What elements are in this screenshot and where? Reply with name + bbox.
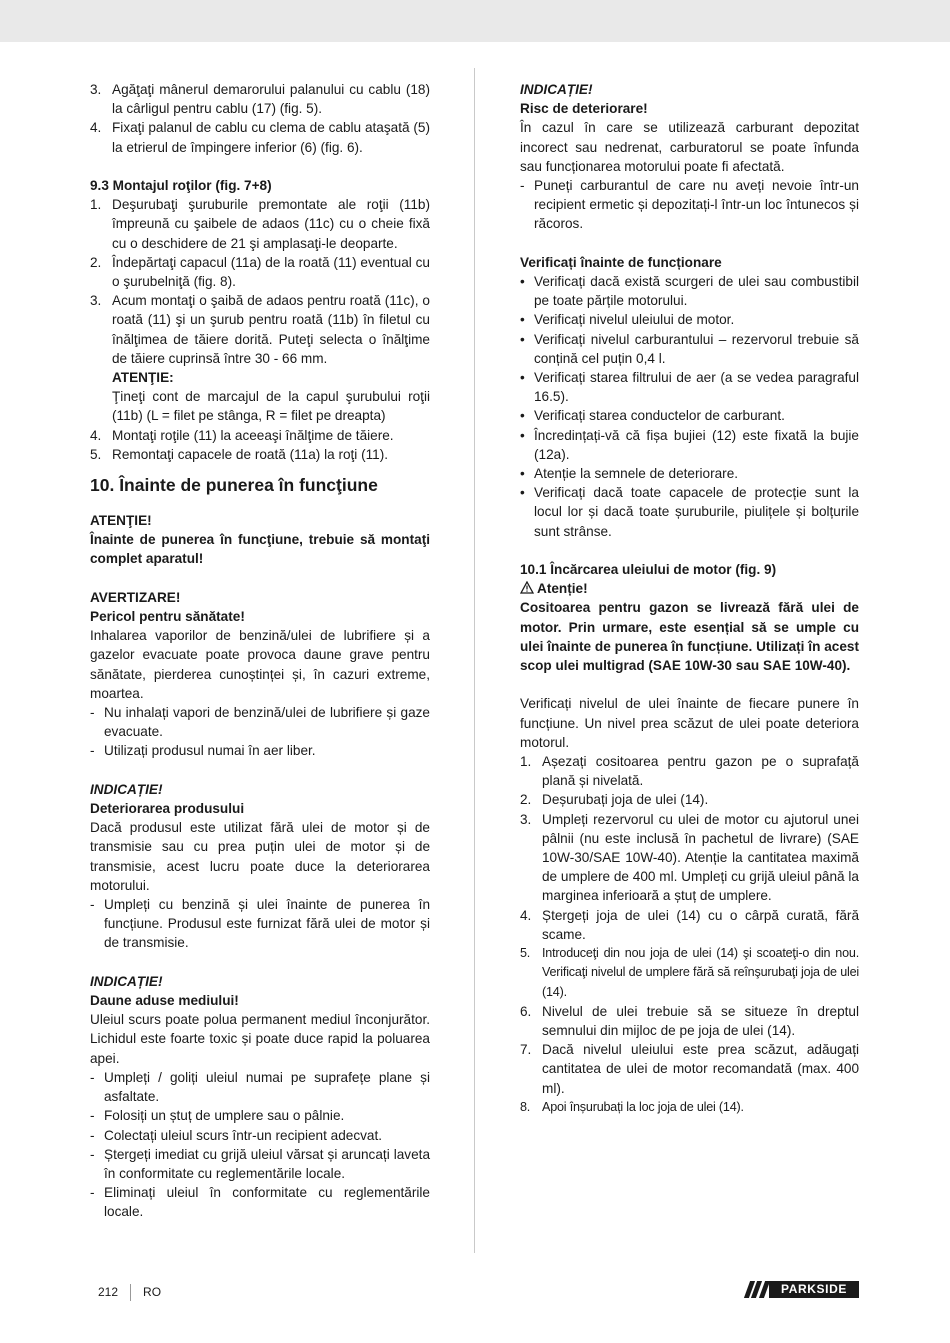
item-text: Umpleți rezervorul cu ulei de motor cu ajutorul unei pâlnii (nu este inclusă în pachetul de livrare) (SAE 10W-30/SAE 10W-40). Atenție la cantitatea maximă de umplere de 400 ml. Umpleți cu grijă uleiul până la marginea inferioară a ștuț de umplere. <box>542 811 859 904</box>
item-text: Așezați cositoarea pentru gazon pe o suprafață plană și nivelată. <box>542 754 859 789</box>
note-subheading: Deteriorarea produsului <box>90 801 245 817</box>
list-item <box>90 1183 430 1221</box>
item-text: Ștergeți joja de ulei (14) cu o cârpă curată, fără scame. <box>542 907 859 942</box>
item-text: Colectați uleiul scurs într-un recipient adecvat. <box>104 1127 383 1143</box>
item-number: 6. <box>520 1003 532 1019</box>
list-item <box>90 741 430 760</box>
item-text: Verificați nivelul uleiului de motor. <box>534 312 735 328</box>
item-number: 4. <box>90 120 102 136</box>
body-text: Verificați nivelul de ulei înainte de fiecare punere în funcțiune. Un nivel prea scăzut de ulei poate deteriora motorul. <box>520 696 859 750</box>
list-item <box>520 752 859 790</box>
item-number: 3. <box>520 811 532 827</box>
list-item <box>520 1040 859 1098</box>
list-item <box>90 195 430 253</box>
item-number: 1. <box>520 754 532 770</box>
list-item <box>90 1068 430 1106</box>
bullet-marker: • <box>520 466 525 482</box>
section-heading: 9.3 Montajul roţilor (fig. 7+8) <box>90 178 272 193</box>
dash-marker: - <box>90 897 95 913</box>
item-text: Introduceţi din nou joja de ulei (14) şi scoateţi-o din nou. Verificaţi nivelul de umplere fără să reînşurubaţi joja de ulei (14). <box>542 946 859 999</box>
bullet-marker: • <box>520 274 525 290</box>
item-text: Umpleți / goliți uleiul numai pe suprafețe plane și asfaltate. <box>104 1069 430 1105</box>
note-subheading: Daune aduse mediului! <box>90 993 239 1009</box>
item-number: 8. <box>520 1099 531 1114</box>
dash-marker: - <box>90 705 95 721</box>
item-text: Verificați starea conductelor de carburant. <box>534 408 785 424</box>
bullet-marker: • <box>520 331 525 347</box>
page-number: 212 <box>98 1285 119 1299</box>
list-item <box>90 426 430 445</box>
list-item <box>520 810 859 906</box>
list-item <box>520 310 859 329</box>
bullet-marker: • <box>520 427 525 443</box>
dash-marker: - <box>90 743 95 759</box>
item-number: 7. <box>520 1042 532 1058</box>
item-text: Deşurubaţi şuruburile premontate ale roţii (11b) împreună cu şaibele de adaos (11c) cu o cheie fixă cu o deschidere de 21 şi amplasaţi-le deoparte. <box>112 197 430 251</box>
bullet-marker: • <box>520 485 525 501</box>
list-item <box>520 176 859 234</box>
item-number: 4. <box>90 427 102 443</box>
item-number: 5. <box>90 446 102 462</box>
note-text: În cazul în care se utilizează carburant depozitat incorect sau nedrenat, carburatorul se poate înfunda sau funcționarea motorului poate fi afectată. <box>520 120 859 174</box>
item-text: Îndepărtaţi capacul (11a) de la roată (11) eventual cu o şurubelniţă (fig. 8). <box>112 254 430 290</box>
list-item <box>520 368 859 406</box>
item-text: Verificați starea filtrului de aer (a se vedea paragraful 16.5). <box>534 370 859 405</box>
note-heading: INDICAȚIE! <box>90 973 163 989</box>
parkside-logo <box>747 1281 859 1298</box>
dash-marker: - <box>90 1108 95 1124</box>
item-text: Puneți carburantul de care nu aveți nevoie într-un recipient ermetic și depozitați-l într-un loc întunecos și răcoros. <box>534 178 859 232</box>
left-column <box>90 80 430 1222</box>
list-item <box>90 445 430 464</box>
list-item <box>520 272 859 310</box>
item-text: Atenție la semnele de deteriorare. <box>534 466 739 482</box>
list-item <box>90 80 430 118</box>
page-footer <box>98 1283 161 1302</box>
list-item <box>520 426 859 464</box>
item-number: 2. <box>90 254 102 270</box>
section-heading: Verificați înainte de funcționare <box>520 254 722 270</box>
list-item <box>520 1002 859 1040</box>
item-text: Umpleți cu benzină și ulei înainte de punerea în funcțiune. Produsul este furnizat fără ulei de motor și de transmisie. <box>104 897 430 951</box>
list-item <box>90 291 430 368</box>
item-number: 3. <box>90 82 102 97</box>
footer-separator <box>130 1284 131 1301</box>
attention-text: Ţineţi cont de marcajul de la capul şurubului roţii (11b) (L = filet pe stânga, R = filet pe dreapta) <box>112 389 430 424</box>
warning-subheading: Pericol pentru sănătate! <box>90 609 245 625</box>
item-number: 2. <box>520 792 532 808</box>
list-item <box>90 1126 430 1145</box>
list-item <box>520 906 859 944</box>
item-text: Montaţi roţile (11) la aceeaşi înălţime de tăiere. <box>112 427 394 443</box>
list-item <box>90 895 430 953</box>
note-subheading: Risc de deteriorare! <box>520 101 648 117</box>
list-item <box>90 1145 430 1183</box>
item-text: Acum montaţi o şaibă de adaos pentru roată (11c), o roată (11) şi un şurub pentru roată (11b) în filetul cu înălţimea de tăiere dorită. Puteţi selecta o înălţime de tăiere cuprinsă între 30 - 66 mm. <box>112 293 430 366</box>
item-text: Eliminați uleiul în conformitate cu reglementările locale. <box>104 1185 430 1220</box>
list-item <box>90 1106 430 1125</box>
item-text: Deșurubați joja de ulei (14). <box>542 792 709 808</box>
note-text: Uleiul scurs poate polua permanent mediul înconjurător. Lichidul este foarte toxic și poate duce rapid la poluarea apei. <box>90 1012 430 1066</box>
attention-text: Cositoarea pentru gazon se livrează fără ulei de motor. Prin urmare, este esențial să se umple cu ulei înainte de punerea în funcțiune. Utilizați în acest scop ulei multigrad (SAE 10W-30 sau SAE 10W-40). <box>520 600 859 674</box>
list-item <box>520 406 859 425</box>
list-item <box>520 1098 859 1117</box>
logo-stripes-icon <box>747 1281 769 1298</box>
item-text: Fixaţi palanul de cablu cu clema de cablu ataşată (5) la etrierul de împingere inferior (6) (fig. 6). <box>112 120 430 155</box>
warning-heading: AVERTIZARE! <box>90 589 181 605</box>
warning-text: Inhalarea vaporilor de benzină/ulei de lubrifiere și a gazelor evacuate poate provoca daune grave pentru sănătate, pierderea cunoștinței și, în cazuri extreme, moartea. <box>90 628 430 701</box>
dash-marker: - <box>90 1185 95 1201</box>
list-item <box>520 330 859 368</box>
item-text: Apoi înșurubați la loc joja de ulei (14). <box>542 1099 744 1114</box>
list-item <box>520 790 859 809</box>
logo-wordmark: PARKSIDE <box>769 1281 859 1298</box>
dash-marker: - <box>90 1069 95 1085</box>
list-item <box>520 483 859 541</box>
list-item <box>90 118 430 156</box>
attention-text: Înainte de punerea în funcţiune, trebuie să montaţi complet aparatul! <box>90 532 430 567</box>
bullet-marker: • <box>520 312 525 328</box>
column-divider <box>474 68 475 1253</box>
note-heading: INDICAȚIE! <box>90 781 163 797</box>
item-text: Utilizați produsul numai în aer liber. <box>104 743 316 759</box>
item-text: Verificați dacă există scurgeri de ulei sau combustibil pe toate părțile motorului. <box>534 274 859 309</box>
chapter-title: 10. Înainte de punerea în funcţiune <box>90 475 378 496</box>
item-number: 5. <box>520 946 531 961</box>
right-column <box>520 80 859 1117</box>
note-text: Dacă produsul este utilizat fără ulei de motor și de transmisie sau cu prea puțin ulei de motor și de transmisie, acest lucru poate duce la deteriorarea motorului. <box>90 820 430 893</box>
item-number: 4. <box>520 907 532 923</box>
list-item <box>520 944 859 1002</box>
bullet-marker: • <box>520 370 525 386</box>
attention-line <box>520 579 859 598</box>
top-gray-band <box>0 0 950 42</box>
item-text: Încredințați-vă că fișa bujiei (12) este fixată la bujie (12a). <box>534 427 859 462</box>
item-text: Nu inhalați vapori de benzină/ulei de lubrifiere și gaze evacuate. <box>104 705 430 740</box>
list-item <box>520 464 859 483</box>
item-text: Verificați dacă toate capacele de protecție sunt la locul lor și dacă toate șuruburile, piulițele și bolțurile sunt strânse. <box>534 485 859 539</box>
item-number: 3. <box>90 293 102 309</box>
dash-marker: - <box>520 178 525 194</box>
language-code: RO <box>143 1285 162 1299</box>
dash-marker: - <box>90 1127 95 1143</box>
attention-heading: Atenție! <box>537 581 588 597</box>
item-text: Folosiți un ștuț de umplere sau o pâlnie. <box>104 1108 345 1124</box>
item-number: 1. <box>90 197 102 213</box>
note-heading: INDICAȚIE! <box>520 82 593 97</box>
item-text: Agăţaţi mânerul demarorului palanului cu cablu (18) la cârligul pentru cablu (17) (fig. 5). <box>112 82 430 117</box>
list-item <box>90 703 430 741</box>
item-text: Dacă nivelul uleiului este prea scăzut, adăugați cantitatea de ulei de motor recomandată (max. 400 ml). <box>542 1042 859 1096</box>
item-text: Nivelul de ulei trebuie să se situeze în dreptul semnului din mijloc de pe joja de ulei (14). <box>542 1003 859 1038</box>
item-text: Ștergeți imediat cu grijă uleiul vărsat și aruncați laveta în conformitate cu reglementările locale. <box>104 1146 430 1181</box>
list-item <box>90 253 430 291</box>
dash-marker: - <box>90 1146 95 1162</box>
attention-heading: ATENŢIE! <box>90 513 152 529</box>
item-text: Verificați nivelul carburantului – rezervorul trebuie să conțină cel puțin 0,4 l. <box>534 331 859 366</box>
bullet-marker: • <box>520 408 525 424</box>
warning-triangle-icon <box>520 581 534 594</box>
attention-label: ATENŢIE: <box>112 370 174 386</box>
section-heading: 10.1 Încărcarea uleiului de motor (fig. 9) <box>520 562 777 578</box>
item-text: Remontaţi capacele de roată (11a) la roţi (11). <box>112 446 389 462</box>
